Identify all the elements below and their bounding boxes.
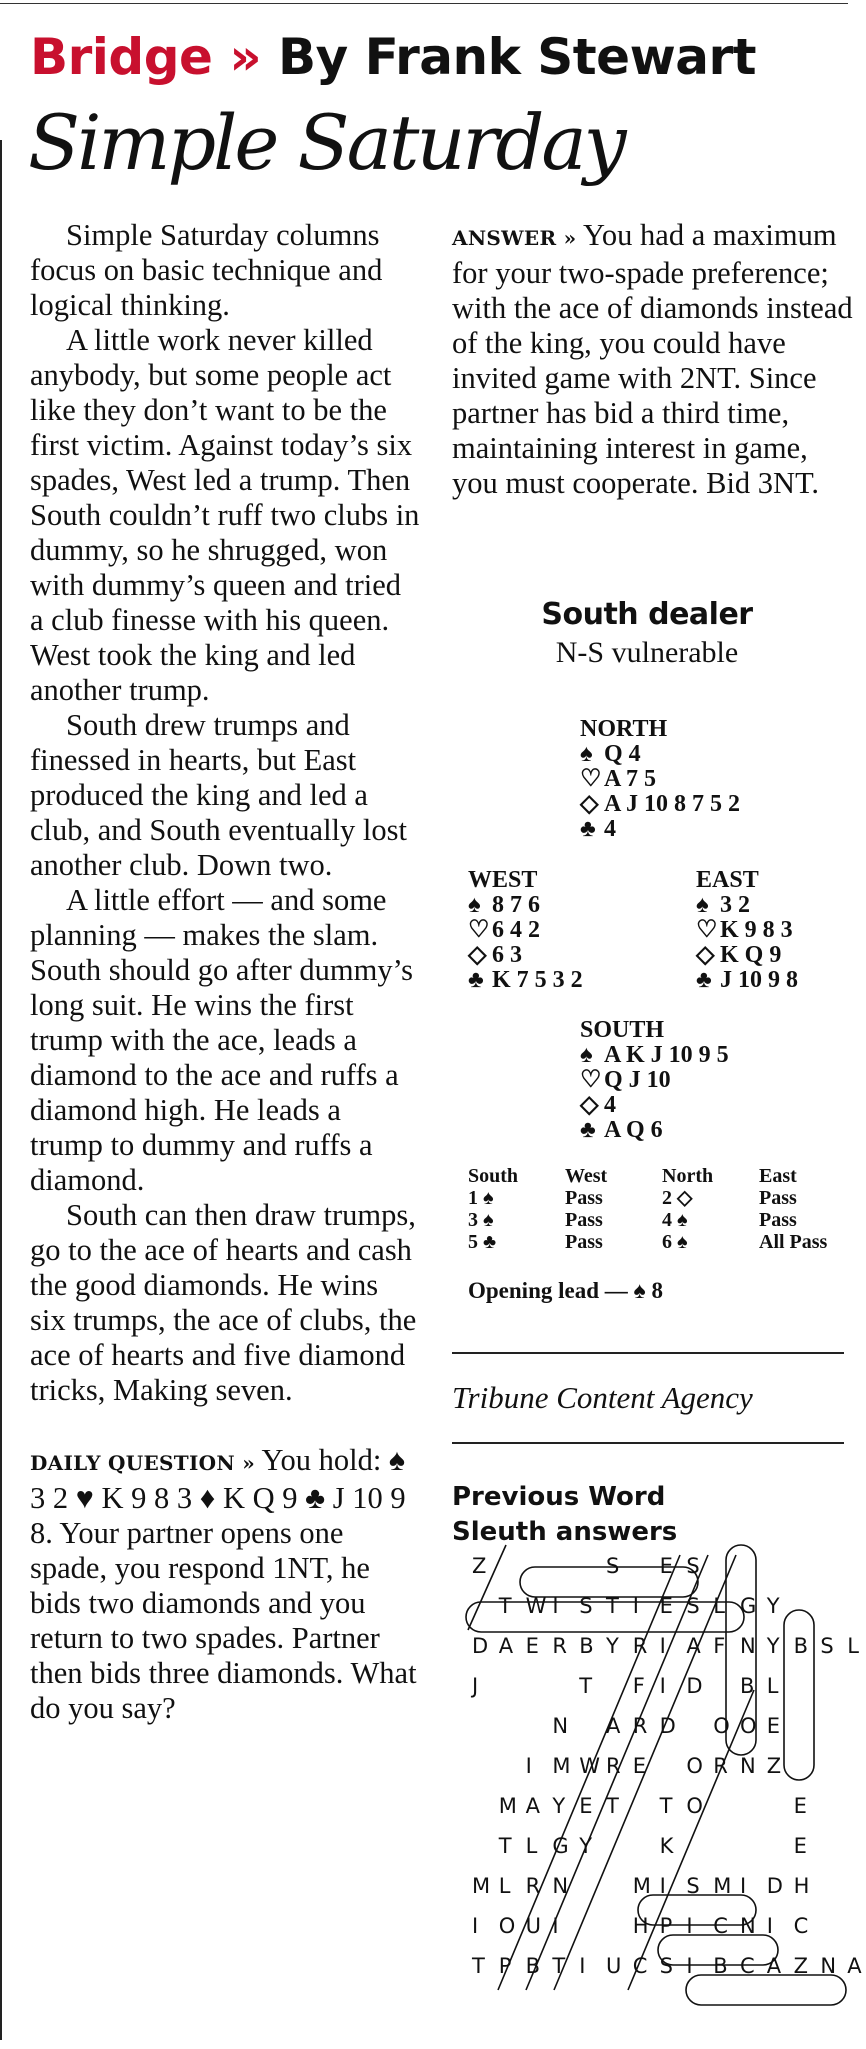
grid-letter: O — [686, 1794, 703, 1818]
club-icon: ♣ — [580, 816, 596, 842]
grid-letter: I — [686, 1954, 693, 1978]
grid-letter: F — [632, 1674, 645, 1698]
article-paragraph: A little work never killed anybody, but some people act like they don’t want to be the first victim. Against today’s six spades, West led a trump. Then South couldn’t ruff two clubs in dummy, so he shrugged, won with dummy’s queen and tried a club finesse with his queen. West took the king and led another trump. — [30, 323, 420, 707]
grid-letter: A — [686, 1634, 701, 1658]
top-rule — [0, 3, 848, 4]
grid-letter: B — [579, 1634, 594, 1658]
grid-letter: S — [659, 1954, 673, 1978]
auction-row — [468, 1187, 856, 1209]
answer-text: You had a maximum for your two-spade preference; with the ace of diamonds instead of the king, you could have invited game with 2NT. Since partner has bid a third time, maintaining interest in game, you must cooperate. Bid 3NT. — [452, 218, 853, 500]
grid-letter: B — [525, 1954, 541, 1978]
article-paragraph: South can then draw trumps, go to the ace of hearts and cash the good diamonds. He wins six trumps, the ace of clubs, the ace of hearts and five diamond tricks, Making seven. — [30, 1198, 417, 1407]
daily-question-text: You hold: ♠ 3 2 ♥ K 9 8 3 ♦ K Q 9 ♣ J 10 9 8. Your partner opens one spade, you respond 1NT, he bids two diamonds and you return to two spades. Partner then bids three diamonds. What do you say? — [30, 1443, 417, 1725]
grid-letter: D — [659, 1714, 676, 1738]
grid-letter: T — [498, 1834, 512, 1858]
grid-letter: M — [552, 1754, 571, 1778]
grid-letter: E — [766, 1714, 781, 1738]
column-title: Simple Saturday — [28, 98, 624, 187]
left-margin-rule — [0, 140, 2, 2040]
grid-letter: N — [740, 1914, 756, 1938]
grid-letter: I — [659, 1634, 666, 1658]
grid-letter: L — [713, 1594, 725, 1618]
auction-row — [468, 1209, 856, 1231]
hearts-holding: 6 4 2 — [492, 917, 540, 943]
grid-letter: A — [498, 1634, 514, 1658]
grid-letter: S — [686, 1594, 700, 1618]
answer-label: ANSWER » — [452, 226, 577, 250]
article-body — [30, 218, 420, 1726]
grid-letter: G — [740, 1594, 757, 1618]
section-name: Bridge — [30, 28, 213, 86]
grid-letter: I — [472, 1914, 479, 1938]
grid-letter: M — [713, 1874, 732, 1898]
grid-letter: G — [552, 1834, 569, 1858]
auction-bid: 3 ♠ — [468, 1209, 494, 1231]
grid-letter: W — [579, 1754, 600, 1778]
grid-letter: S — [686, 1554, 700, 1578]
grid-letter: R — [525, 1874, 541, 1898]
grid-letter: K — [659, 1834, 674, 1858]
grid-letter: E — [659, 1554, 673, 1578]
auction-bid: Pass — [565, 1187, 603, 1209]
hearts-holding: Q J 10 — [604, 1067, 671, 1093]
spade-icon: ♠ — [696, 892, 709, 918]
grid-letter: R — [552, 1634, 567, 1658]
deal-header — [452, 597, 842, 670]
grid-letter: E — [632, 1754, 647, 1778]
spade-icon: ♠ — [580, 741, 593, 767]
grid-letter: C — [793, 1914, 809, 1938]
hand-label: WEST — [468, 867, 538, 893]
grid-letter: A — [847, 1954, 862, 1978]
spades-holding: 8 7 6 — [492, 892, 540, 918]
clubs-holding: J 10 9 8 — [720, 967, 798, 993]
diamond-icon: ◇ — [580, 791, 599, 817]
grid-letter: F — [713, 1634, 726, 1658]
auction-bid: All Pass — [759, 1231, 828, 1253]
heart-icon: ♡ — [580, 1067, 602, 1093]
grid-letter: N — [552, 1714, 569, 1738]
grid-letter: N — [552, 1874, 569, 1898]
grid-letter: U — [525, 1914, 541, 1938]
auction-bid: 4 ♠ — [662, 1209, 688, 1231]
grid-letter: O — [498, 1914, 516, 1938]
diamond-icon: ◇ — [468, 942, 487, 968]
header-separator: » — [212, 28, 279, 86]
grid-letter: Y — [766, 1594, 780, 1618]
auction-bid: Pass — [565, 1231, 603, 1253]
word-sleuth-title-line: Previous Word — [452, 1482, 666, 1512]
grid-letter: I — [552, 1594, 559, 1618]
diamond-icon: ◇ — [580, 1092, 599, 1118]
grid-letter: L — [847, 1634, 859, 1658]
auction-bid: Pass — [565, 1209, 603, 1231]
grid-letter: O — [740, 1714, 757, 1738]
divider — [452, 1442, 844, 1444]
grid-letter: L — [766, 1674, 779, 1698]
article-paragraph: A little effort — and some planning — makes the slam. South should go after dummy’s long suit. He wins the first trump with the ace, leads a diamond to the ace and ruffs a diamond high. He leads a trump to dummy and ruffs a diamond. — [30, 883, 413, 1197]
opening-lead: Opening lead — ♠ 8 — [468, 1278, 663, 1303]
grid-letter: P — [498, 1954, 512, 1978]
grid-letter: N — [740, 1754, 756, 1778]
diamonds-holding: 6 3 — [492, 942, 522, 968]
grid-letter: D — [766, 1874, 783, 1898]
grid-letter: Z — [793, 1954, 808, 1978]
divider — [452, 1352, 844, 1354]
article-paragraph: South drew trumps and finessed in hearts, but East produced the king and led a club, and South eventually lost another club. Down two. — [30, 708, 407, 882]
auction-header-row — [468, 1165, 856, 1187]
syndication-credit: Tribune Content Agency — [452, 1380, 753, 1415]
diamonds-holding: 4 — [604, 1092, 616, 1118]
auction-header: South — [468, 1165, 519, 1187]
grid-letter: A — [525, 1794, 540, 1818]
grid-letter: T — [472, 1954, 485, 1978]
grid-letter: A — [606, 1714, 621, 1738]
grid-letter: S — [579, 1594, 593, 1618]
grid-letter: I — [740, 1874, 747, 1898]
auction-table — [468, 1165, 856, 1253]
hand-label: NORTH — [580, 716, 668, 742]
grid-letter: R — [606, 1754, 621, 1778]
spades-holding: 3 2 — [720, 892, 750, 918]
grid-letter: J — [472, 1674, 479, 1698]
word-sleuth-title-line: Sleuth answers — [452, 1517, 678, 1547]
grid-letter: T — [579, 1674, 593, 1698]
spade-icon: ♠ — [580, 1042, 593, 1068]
grid-letter: I — [632, 1594, 640, 1618]
grid-letter: D — [472, 1634, 489, 1658]
grid-letter: O — [713, 1714, 730, 1738]
spades-holding: A K J 10 9 5 — [604, 1042, 729, 1068]
daily-question-label: DAILY QUESTION » — [30, 1451, 255, 1475]
grid-letter: H — [793, 1874, 810, 1898]
north-hand — [580, 717, 740, 842]
auction-row — [468, 1231, 856, 1253]
grid-letter: Y — [606, 1634, 619, 1658]
grid-letter: I — [552, 1914, 559, 1938]
grid-letter: C — [632, 1954, 648, 1978]
grid-letter: T — [606, 1594, 619, 1618]
clubs-holding: A Q 6 — [604, 1117, 663, 1143]
grid-letter: S — [820, 1634, 834, 1658]
answer-loop — [638, 1895, 756, 1925]
grid-letter: I — [579, 1954, 586, 1978]
grid-letter: Z — [472, 1554, 487, 1578]
grid-letter: I — [659, 1674, 666, 1698]
grid-letter: L — [525, 1834, 538, 1858]
grid-letter: T — [498, 1594, 512, 1618]
grid-letter: B — [740, 1674, 755, 1698]
heart-icon: ♡ — [696, 917, 718, 943]
grid-letter: M — [498, 1794, 517, 1818]
heart-icon: ♡ — [468, 917, 490, 943]
diamonds-holding: A J 10 8 7 5 2 — [604, 791, 741, 817]
grid-letter: I — [686, 1914, 693, 1938]
grid-letter: U — [606, 1954, 622, 1978]
grid-letter: I — [525, 1754, 532, 1778]
byline: By Frank Stewart — [278, 28, 757, 86]
grid-letters — [470, 1554, 862, 1978]
grid-letter: Z — [766, 1754, 782, 1778]
grid-letter: E — [579, 1794, 593, 1818]
article-paragraph: Simple Saturday columns focus on basic technique and logical thinking. — [30, 218, 383, 322]
grid-letter: Y — [552, 1794, 566, 1818]
auction-bid: 5 ♣ — [468, 1231, 497, 1253]
auction-bid: 1 ♠ — [468, 1187, 494, 1209]
grid-letter: S — [606, 1554, 620, 1578]
grid-letter: N — [740, 1634, 756, 1658]
grid-letter: T — [552, 1954, 566, 1978]
auction-header: North — [662, 1165, 714, 1187]
answer-loop — [686, 1975, 846, 2005]
auction-bid: Pass — [759, 1209, 797, 1231]
hearts-holding: A 7 5 — [604, 766, 657, 792]
hand-label: SOUTH — [580, 1017, 665, 1043]
hand-label: EAST — [696, 867, 759, 893]
auction-bid: 2 ◇ — [662, 1187, 693, 1209]
heart-icon: ♡ — [580, 766, 602, 792]
clubs-holding: 4 — [604, 816, 616, 842]
dealer: South dealer — [541, 597, 753, 632]
diamond-icon: ◇ — [696, 942, 715, 968]
spades-holding: Q 4 — [604, 741, 641, 767]
grid-letter: E — [793, 1794, 807, 1818]
grid-letter: T — [606, 1794, 619, 1818]
word-sleuth-heading — [452, 1480, 677, 1550]
grid-letter: B — [793, 1634, 809, 1658]
spade-icon: ♠ — [468, 892, 481, 918]
grid-letter: T — [659, 1794, 673, 1818]
grid-letter: A — [766, 1954, 782, 1978]
auction-bid: Pass — [759, 1187, 797, 1209]
grid-letter: I — [659, 1874, 666, 1898]
column-header — [30, 28, 756, 86]
answer-block — [452, 218, 854, 501]
hearts-holding: K 9 8 3 — [720, 917, 793, 943]
grid-letter: P — [659, 1914, 673, 1938]
grid-letter: E — [659, 1594, 673, 1618]
auction-bid: 6 ♠ — [662, 1231, 688, 1253]
grid-letter: Y — [579, 1834, 593, 1858]
grid-letter: O — [686, 1754, 703, 1778]
west-hand — [468, 868, 583, 993]
vulnerability: N-S vulnerable — [555, 636, 739, 669]
auction-header: East — [759, 1165, 797, 1187]
club-icon: ♣ — [468, 967, 484, 993]
grid-letter: C — [713, 1914, 728, 1938]
grid-letter: W — [525, 1594, 547, 1618]
grid-letter: M — [472, 1874, 491, 1898]
grid-letter: E — [793, 1834, 807, 1858]
south-hand — [580, 1018, 729, 1143]
grid-letter: H — [632, 1914, 649, 1938]
grid-letter: Y — [766, 1634, 780, 1658]
grid-letter: N — [820, 1954, 837, 1978]
grid-letter: E — [525, 1634, 539, 1658]
grid-letter: R — [713, 1754, 728, 1778]
grid-letter: C — [740, 1954, 755, 1978]
word-sleuth-grid — [458, 1545, 862, 2030]
answer — [452, 218, 854, 501]
grid-letter: M — [632, 1874, 651, 1898]
grid-letter: I — [766, 1914, 774, 1938]
club-icon: ♣ — [696, 967, 712, 993]
grid-letter: R — [632, 1714, 648, 1738]
grid-letter: R — [632, 1634, 648, 1658]
auction-header: West — [565, 1165, 608, 1187]
clubs-holding: K 7 5 3 2 — [492, 967, 583, 993]
grid-letter: B — [713, 1954, 728, 1978]
grid-letter: D — [686, 1674, 703, 1698]
grid-letter: L — [498, 1874, 511, 1898]
east-hand — [696, 868, 798, 993]
grid-letter: S — [686, 1874, 700, 1898]
diamonds-holding: K Q 9 — [720, 942, 782, 968]
answer-loops — [466, 1545, 846, 2005]
daily-question — [30, 1443, 420, 1726]
club-icon: ♣ — [580, 1117, 596, 1143]
